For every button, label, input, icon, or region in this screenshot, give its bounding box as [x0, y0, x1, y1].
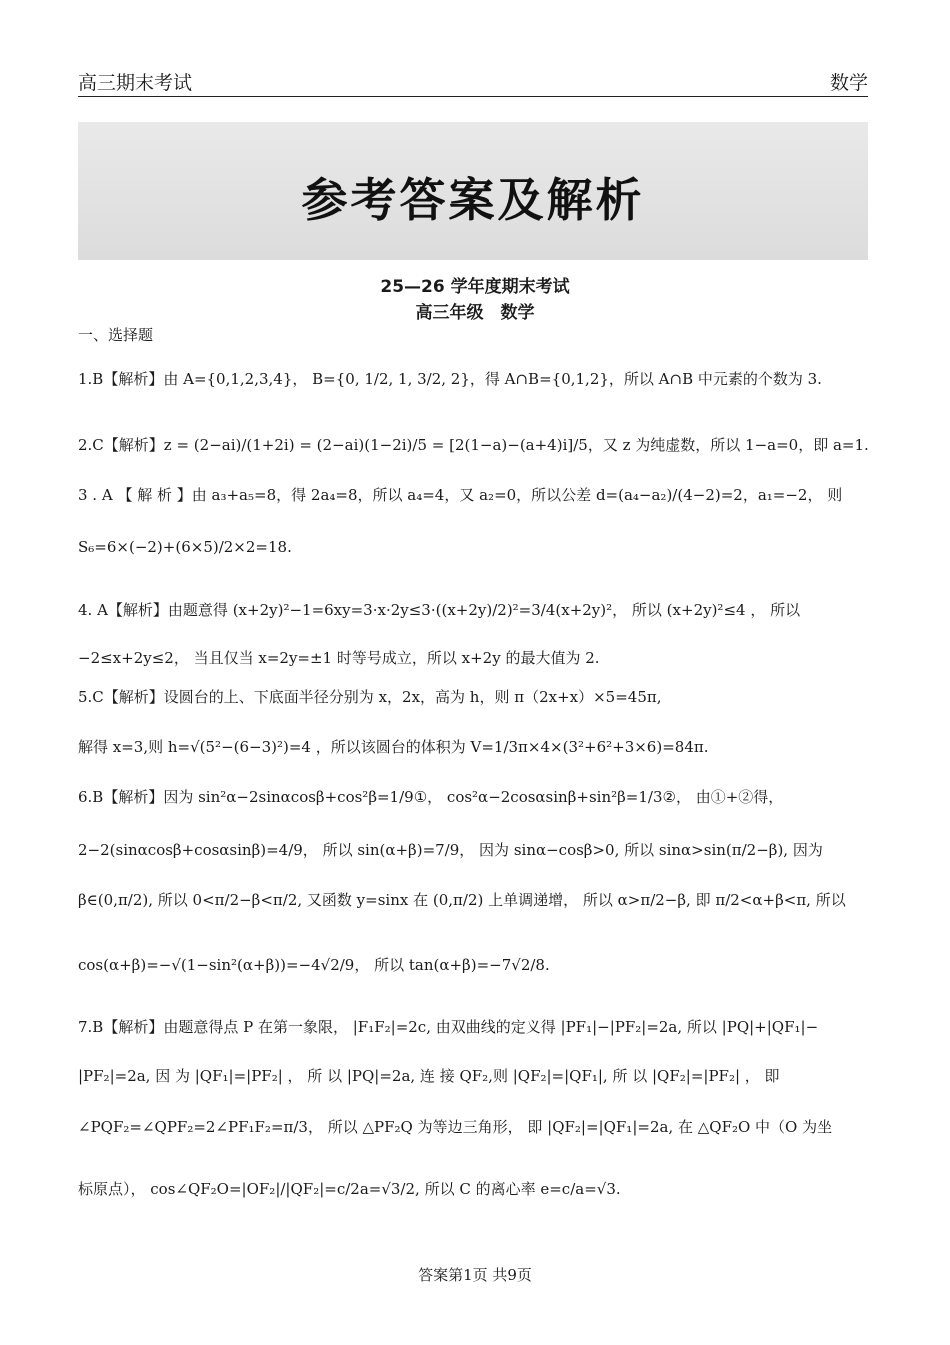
answer-label: 5.C【解析】: [78, 688, 164, 706]
answer-text: z = (2−ai)/(1+2i) = (2−ai)(1−2i)/5 = [2(1−a)−(a+4)i]/5，又 z 为纯虚数，所以 1−a=0，即 a=1.: [163, 436, 869, 454]
section-title: 一、选择题: [78, 326, 154, 344]
subtitle-year: 25—26 学年度期末考试: [380, 277, 570, 297]
answer-q7-line3: ∠PQF₂=∠QPF₂=2∠PF₁F₂=π/3， 所以 △PF₂Q 为等边三角形， 即 |QF₂|=|QF₁|=2a, 在 △QF₂O 中（O 为坐: [78, 1118, 833, 1136]
answer-q2: [78, 438, 870, 453]
answer-label: 4. A【解析】: [78, 601, 168, 619]
header-subject: 数学: [829, 72, 868, 94]
page-header: [78, 62, 868, 97]
answer-q5-line1: [78, 690, 870, 705]
answer-q6-line1: [78, 790, 870, 805]
answer-q4-line1: [78, 603, 870, 618]
answer-q7-line4: 标原点）， cos∠QF₂O=|OF₂|/|QF₂|=c/2a=√3/2, 所以 C 的离心率 e=c/a=√3.: [78, 1180, 621, 1198]
answer-q3-line2: S₆=6×(−2)+(6×5)/2×2=18.: [78, 538, 292, 556]
answer-q7-line1: [78, 1020, 870, 1035]
answer-text: 由题意得 (x+2y)²−1=6xy=3·x·2y≤3·((x+2y)/2)²=3/4(x+2y)²， 所以 (x+2y)²≤4 ， 所以: [167, 601, 801, 619]
header-exam-name: 高三期末考试: [78, 72, 193, 94]
answer-q6-line3: β∈(0,π/2), 所以 0<π/2−β<π/2, 又函数 y=sinx 在 (0,π/2) 上单调递增， 所以 α>π/2−β, 即 π/2<α+β<π, 所以: [78, 891, 846, 909]
answer-label: 7.B【解析】: [78, 1018, 164, 1036]
answer-label: 1.B【解析】: [78, 370, 164, 388]
answer-q6-line4: cos(α+β)=−√(1−sin²(α+β))=−4√2/9， 所以 tan(α+β)=−7√2/8.: [78, 956, 550, 974]
answer-text: 由题意得点 P 在第一象限， |F₁F₂|=2c, 由双曲线的定义得 |PF₁|−|PF₂|=2a, 所以 |PQ|+|QF₁|−: [163, 1018, 819, 1036]
answer-q4-line2: −2≤x+2y≤2， 当且仅当 x=2y=±1 时等号成立，所以 x+2y 的最大值为 2.: [78, 649, 600, 667]
answer-text: 由 A={0,1,2,3,4}， B={0, 1/2, 1, 3/2, 2}，得 A∩B={0,1,2}，所以 A∩B 中元素的个数为 3.: [163, 370, 822, 388]
answer-text: 设圆台的上、下底面半径分别为 x，2x，高为 h，则 π（2x+x）×5=45π,: [163, 688, 662, 706]
answer-q3-line1: [78, 488, 870, 503]
answer-q7-line2: |PF₂|=2a, 因 为 |QF₁|=|PF₂| ， 所 以 |PQ|=2a, 连 接 QF₂,则 |QF₂|=|QF₁|, 所 以 |QF₂|=|PF₂| ， 即: [78, 1067, 780, 1085]
title-banner: [78, 122, 868, 260]
answer-text: 由 a₃+a₅=8，得 2a₄=8，所以 a₄=4，又 a₂=0，所以公差 d=(a₄−a₂)/(4−2)=2，a₁=−2， 则: [191, 486, 843, 504]
answer-text: 因为 sin²α−2sinαcosβ+cos²β=1/9①， cos²α−2cosαsinβ+sin²β=1/3②， 由①+②得，: [163, 788, 784, 806]
answer-q1: [78, 372, 870, 387]
answer-label: 6.B【解析】: [78, 788, 164, 806]
answer-q6-line2: 2−2(sinαcosβ+cosαsinβ)=4/9， 所以 sin(α+β)=7/9， 因为 sinα−cosβ>0, 所以 sinα>sin(π/2−β), 因为: [78, 841, 823, 859]
answer-q5-line2: 解得 x=3,则 h=√(5²−(6−3)²)=4 ，所以该圆台的体积为 V=1/3π×4×(3²+6²+3×6)=84π.: [78, 738, 709, 756]
answer-label: 3 . A 【 解 析 】: [78, 486, 192, 504]
page-footer: 答案第1页 共9页: [418, 1266, 532, 1284]
banner-title: 参考答案及解析: [301, 173, 645, 227]
answer-label: 2.C【解析】: [78, 436, 164, 454]
subtitle-grade: 高三年级 数学: [415, 303, 535, 323]
